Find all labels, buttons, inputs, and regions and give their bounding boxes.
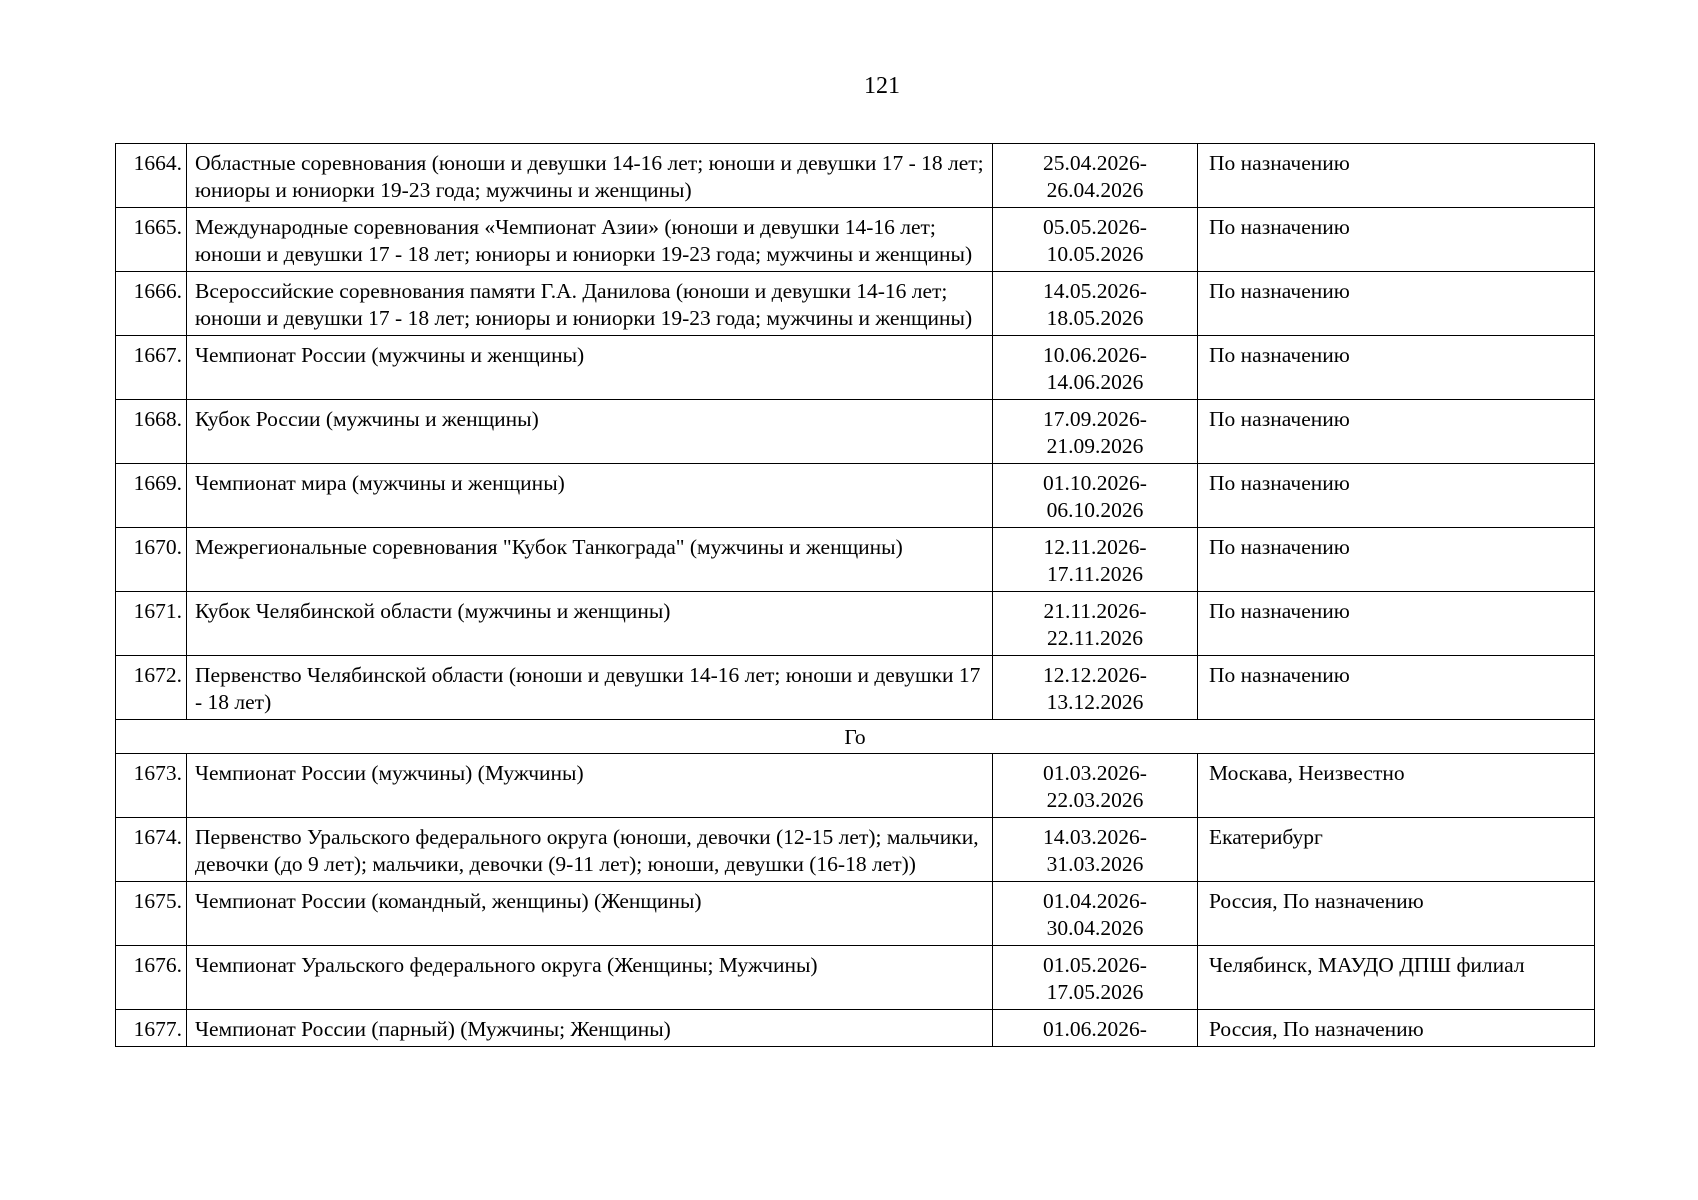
- event-place: Екатерибург: [1198, 818, 1595, 882]
- event-dates: [993, 208, 1198, 272]
- date-start: 01.04.2026-: [1043, 889, 1147, 913]
- event-place: По назначению: [1198, 208, 1595, 272]
- row-number: 1677.: [116, 1010, 187, 1047]
- row-number: 1665.: [116, 208, 187, 272]
- date-end: 14.06.2026: [1046, 370, 1144, 394]
- event-dates: [993, 336, 1198, 400]
- date-end: 30.04.2026: [1046, 916, 1144, 940]
- row-number: 1674.: [116, 818, 187, 882]
- event-place: Челябинск, МАУДО ДПШ филиал: [1198, 946, 1595, 1010]
- table-row: [116, 818, 1595, 882]
- event-name: Международные соревнования «Чемпионат Азии» (юноши и девушки 14-16 лет; юноши и девушки 17 - 18 лет; юниоры и юниорки 19-23 года; мужчины и женщины): [187, 208, 993, 272]
- event-place: По назначению: [1198, 400, 1595, 464]
- row-number: 1673.: [116, 754, 187, 818]
- event-place: По назначению: [1198, 144, 1595, 208]
- date-start: 01.10.2026-: [1043, 471, 1147, 495]
- table-row: [116, 656, 1595, 720]
- date-start: 01.03.2026-: [1043, 761, 1147, 785]
- date-start: 01.06.2026-: [1043, 1017, 1147, 1041]
- date-end: 17.11.2026: [1047, 562, 1143, 586]
- date-end: 22.03.2026: [1046, 788, 1144, 812]
- page-number: 121: [864, 73, 900, 99]
- row-number: 1669.: [116, 464, 187, 528]
- event-dates: [993, 144, 1198, 208]
- event-dates: [993, 1010, 1198, 1047]
- event-place: По назначению: [1198, 528, 1595, 592]
- event-dates: [993, 272, 1198, 336]
- table-row: [116, 464, 1595, 528]
- date-start: 25.04.2026-: [1043, 151, 1147, 175]
- table-row: [116, 882, 1595, 946]
- event-dates: [993, 754, 1198, 818]
- event-dates: [993, 528, 1198, 592]
- event-place: По назначению: [1198, 656, 1595, 720]
- event-dates: [993, 400, 1198, 464]
- table-row: [116, 1010, 1595, 1047]
- date-end: 21.09.2026: [1046, 434, 1144, 458]
- events-table: [115, 143, 1595, 1047]
- date-start: 01.05.2026-: [1043, 953, 1147, 977]
- event-name: Первенство Челябинской области (юноши и девушки 14-16 лет; юноши и девушки 17 - 18 лет): [187, 656, 993, 720]
- event-name: Чемпионат Уральского федерального округа (Женщины; Мужчины): [187, 946, 993, 1010]
- event-place: По назначению: [1198, 336, 1595, 400]
- event-name: Чемпионат России (парный) (Мужчины; Женщины): [187, 1010, 993, 1047]
- table-row: [116, 208, 1595, 272]
- table-row: [116, 272, 1595, 336]
- row-number: 1664.: [116, 144, 187, 208]
- date-end: 18.05.2026: [1046, 306, 1144, 330]
- table-row: [116, 754, 1595, 818]
- date-start: 12.12.2026-: [1043, 663, 1147, 687]
- row-number: 1672.: [116, 656, 187, 720]
- table-row: [116, 336, 1595, 400]
- event-dates: [993, 946, 1198, 1010]
- table-row: [116, 528, 1595, 592]
- event-dates: [993, 818, 1198, 882]
- date-start: 21.11.2026-: [1043, 599, 1147, 623]
- date-start: 14.03.2026-: [1043, 825, 1147, 849]
- date-end: 06.10.2026: [1046, 498, 1144, 522]
- date-end: 10.05.2026: [1046, 242, 1144, 266]
- date-start: 17.09.2026-: [1043, 407, 1147, 431]
- event-place: Россия, По назначению: [1198, 882, 1595, 946]
- event-name: Межрегиональные соревнования "Кубок Танкограда" (мужчины и женщины): [187, 528, 993, 592]
- row-number: 1675.: [116, 882, 187, 946]
- event-name: Кубок России (мужчины и женщины): [187, 400, 993, 464]
- event-name: Всероссийские соревнования памяти Г.А. Данилова (юноши и девушки 14-16 лет; юноши и девушки 17 - 18 лет; юниоры и юниорки 19-23 года; мужчины и женщины): [187, 272, 993, 336]
- event-name: Областные соревнования (юноши и девушки 14-16 лет; юноши и девушки 17 - 18 лет; юниоры и юниорки 19-23 года; мужчины и женщины): [187, 144, 993, 208]
- date-end: 17.05.2026: [1046, 980, 1144, 1004]
- date-end: 13.12.2026: [1046, 690, 1144, 714]
- event-dates: [993, 882, 1198, 946]
- event-place: Москава, Неизвестно: [1198, 754, 1595, 818]
- event-name: Чемпионат мира (мужчины и женщины): [187, 464, 993, 528]
- event-name: Кубок Челябинской области (мужчины и женщины): [187, 592, 993, 656]
- event-place: По назначению: [1198, 464, 1595, 528]
- event-dates: [993, 464, 1198, 528]
- table-row: [116, 592, 1595, 656]
- date-start: 14.05.2026-: [1043, 279, 1147, 303]
- table-row: [116, 144, 1595, 208]
- event-place: Россия, По назначению: [1198, 1010, 1595, 1047]
- row-number: 1668.: [116, 400, 187, 464]
- table-row: [116, 400, 1595, 464]
- section-title: Го: [116, 720, 1595, 754]
- date-end: 31.03.2026: [1046, 852, 1144, 876]
- date-start: 05.05.2026-: [1043, 215, 1147, 239]
- row-number: 1671.: [116, 592, 187, 656]
- event-name: Первенство Уральского федерального округа (юноши, девочки (12-15 лет); мальчики, девочки (до 9 лет); мальчики, девочки (9-11 лет); юноши, девушки (16-18 лет)): [187, 818, 993, 882]
- date-end: 26.04.2026: [1046, 178, 1144, 202]
- events-table-body: [116, 144, 1595, 1047]
- section-row: [116, 720, 1595, 754]
- event-place: По назначению: [1198, 592, 1595, 656]
- event-dates: [993, 592, 1198, 656]
- date-end: 22.11.2026: [1047, 626, 1143, 650]
- row-number: 1676.: [116, 946, 187, 1010]
- row-number: 1666.: [116, 272, 187, 336]
- table-row: [116, 946, 1595, 1010]
- event-name: Чемпионат России (мужчины) (Мужчины): [187, 754, 993, 818]
- event-name: Чемпионат России (командный, женщины) (Женщины): [187, 882, 993, 946]
- row-number: 1667.: [116, 336, 187, 400]
- date-start: 12.11.2026-: [1043, 535, 1147, 559]
- event-dates: [993, 656, 1198, 720]
- event-name: Чемпионат России (мужчины и женщины): [187, 336, 993, 400]
- event-place: По назначению: [1198, 272, 1595, 336]
- date-start: 10.06.2026-: [1043, 343, 1147, 367]
- row-number: 1670.: [116, 528, 187, 592]
